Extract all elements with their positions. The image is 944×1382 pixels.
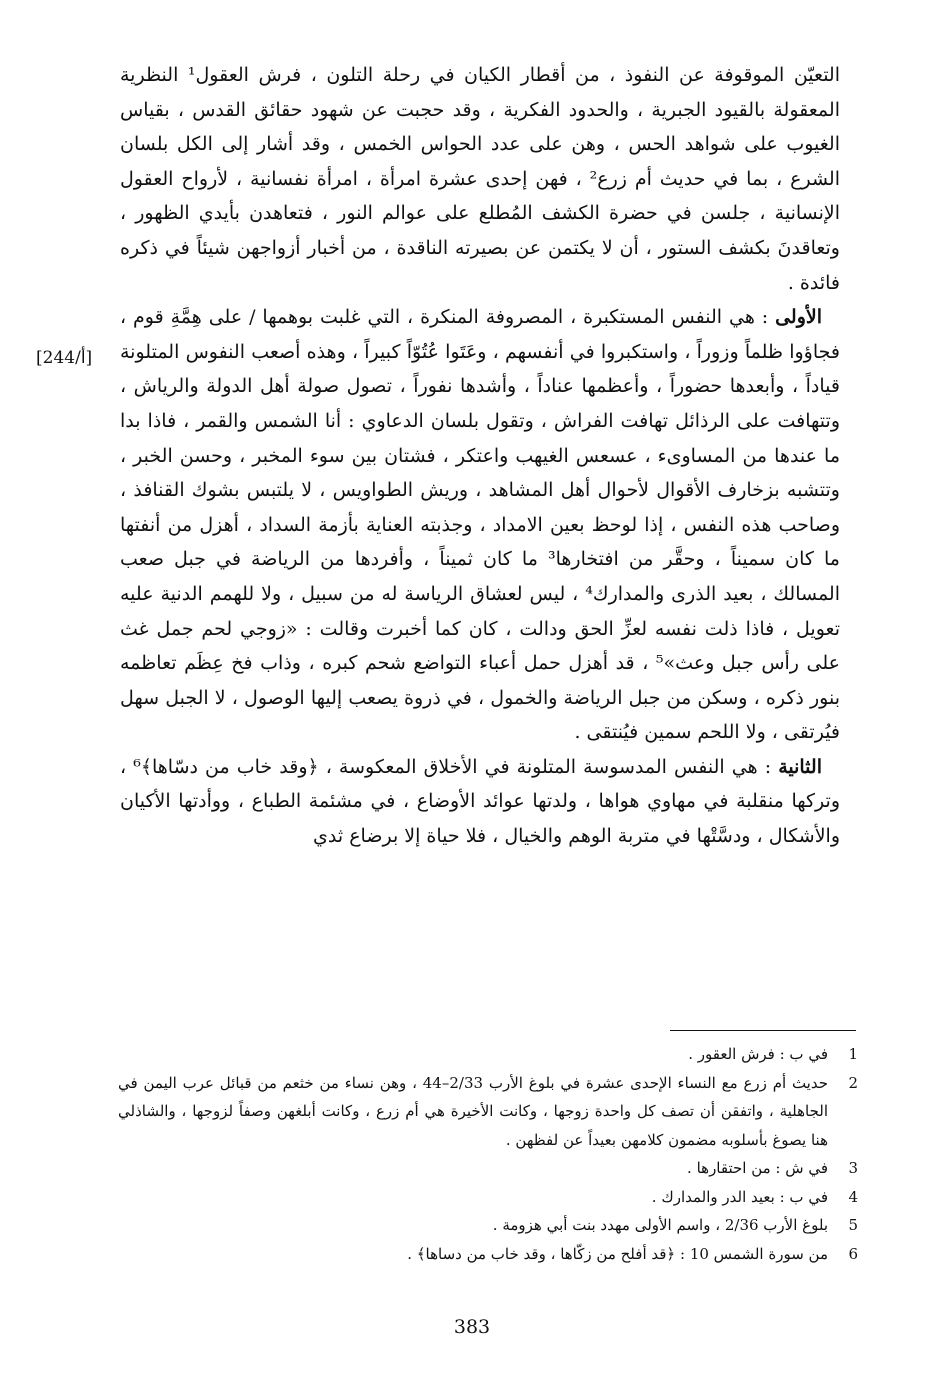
footnote (118, 1040, 858, 1069)
footnote-number: 4 (848, 1187, 858, 1206)
footnote-number: 1 (848, 1045, 858, 1063)
page-number: 383 (453, 1316, 491, 1338)
paragraph-lead: الثانية (778, 755, 822, 778)
footnote-text: في ب : بعيد الدر والمدارك . (651, 1187, 828, 1206)
footnote (118, 1211, 858, 1240)
paragraph-text: : هي النفس المدسوسة المتلونة في الأخلاق المعكوسة ، ﴿وقد خاب من دسّاها﴾⁶ ، وتركها منقلبة في مهاوي هواها ، ولدتها عوائد الأوضاع ، في مشئمة الطباع ، ووأدتها الأكيان والأشكال ، ودسَّتْها في متربة الوهم والخيال ، فلا حياة إلا برضاع ثدي (120, 755, 840, 848)
footnote-text: في ب : فرش العقور . (688, 1045, 828, 1063)
footnote (118, 1183, 858, 1212)
footnote-number: 3 (848, 1159, 858, 1177)
paragraph-intro (120, 58, 840, 300)
footnote (118, 1069, 858, 1155)
manuscript-folio-marker: [244/أ] (36, 348, 93, 368)
footnotes (118, 1040, 858, 1268)
footnote-text: في ش : من احتقارها . (687, 1159, 828, 1177)
paragraph-second (120, 750, 840, 854)
footnote-number: 2 (848, 1073, 858, 1092)
footnote (118, 1240, 858, 1269)
paragraph-first (120, 300, 840, 750)
footnote-separator (670, 1030, 856, 1031)
paragraph-lead: الأولى (775, 306, 822, 329)
footnote-text: حديث أم زرع مع النساء الإحدى عشرة في بلوغ الأرب 2/33–44 ، وهن نساء من خثعم من قبائل عرب اليمن في الجاهلية ، واتفقن أن تصف كل واحدة زوجها ، وكانت الأخيرة هي أم زرع ، وكانت أبلغهن وصفاً لزوجها ، والشاذلي هنا يصوغ بأسلوبه مضمون كلامهن بعيداً عن لفظهن . (118, 1073, 829, 1149)
main-text (120, 58, 840, 854)
footnote-number: 5 (848, 1216, 858, 1234)
footnote-text: من سورة الشمس 10 : ﴿قد أفلح من زكّاها ، وقد خاب من دساها﴾ . (407, 1244, 828, 1263)
paragraph-text: : هي النفس المستكبرة ، المصروفة المنكرة ، التي غلبت بوهمها / على هِمَّةِ قوم ، فجاؤوا ظلماً وزوراً ، واستكبروا في أنفسهم ، وعَتَوا عُتُوّاً كبيراً ، وهذه أصعب النفوس المتلونة قياداً ، وأبعدها حضوراً ، وأعظمها عناداً ، وأشدها نفوراً ، تصول صولة أهل الدولة والرياش ، وتتهافت على الرذائل تهافت الفراش ، وتقول بلسان الدعاوي : أنا الشمس والقمر ، فاذا بدا ما عندها من المساوىء ، عسعس الغيهب واعتكر ، فشتان بين سوء المخبر ، وحسن الخبر ، وتتشبه بزخارف الأقوال لأحوال أهل المشاهد ، وريش الطواويس ، لا يلتبس بشوك القنافذ ، وصاحب هذه النفس ، إذا لوحظ بعين الامداد ، وجذبته العناية بأزمة السداد ، أهزل من أنفتها ما كان سميناً ، وحقَّر من افتخارها³ ما كان ثميناً ، وأفردها من الرياضة في جبل صعب المسالك ، بعيد الذرى والمدارك⁴ ، ليس لعشاق الرياسة له من سبيل ، ولا للهمم الدنية عليه تعويل ، فاذا ذلت نفسه لعزِّ الحق ودالت ، كان كما أخبرت وقالت : «زوجي لحم جمل غث على رأس جبل وعث»⁵ ، قد أهزل حمل أعباء التواضع شحم كبره ، وذاب فخ عِظَم تعاظمه بنور ذكره ، وسكن من جبل الرياضة والخمول ، في ذروة يصعب إليها الوصول ، لا الجبل سهل فيُرتقى ، ولا اللحم سمين فيُنتقى . (120, 306, 841, 744)
footnote-number: 6 (848, 1244, 858, 1263)
paragraph-text: التعيّن الموقوفة عن النفوذ ، من أقطار الكيان في رحلة التلون ، فرش العقول¹ النظرية المعقولة بالقيود الجبرية ، والحدود الفكرية ، وقد حجبت عن شهود حقائق القدس ، بقياس الغيوب على شواهد الحس ، وهن على عدد الحواس الخمس ، وقد أشار إلى الكل بلسان الشرع ، بما في حديث أم زرع² ، فهن إحدى عشرة امرأة ، امرأة نفسانية ، لأرواح العقول الإنسانية ، جلسن في حضرة الكشف المُطلع على عوالم النور ، فتعاهدن بأيدي الظهور ، وتعاقدنَ بكشف الستور ، أن لا يكتمن عن بصيرته الناقدة ، من أخبار أزواجهن شيئاً في ذكره فائدة . (120, 64, 840, 294)
footnote (118, 1154, 858, 1183)
footnote-text: بلوغ الأرب 2/36 ، واسم الأولى مهدد بنت أبي هزومة . (492, 1216, 828, 1234)
